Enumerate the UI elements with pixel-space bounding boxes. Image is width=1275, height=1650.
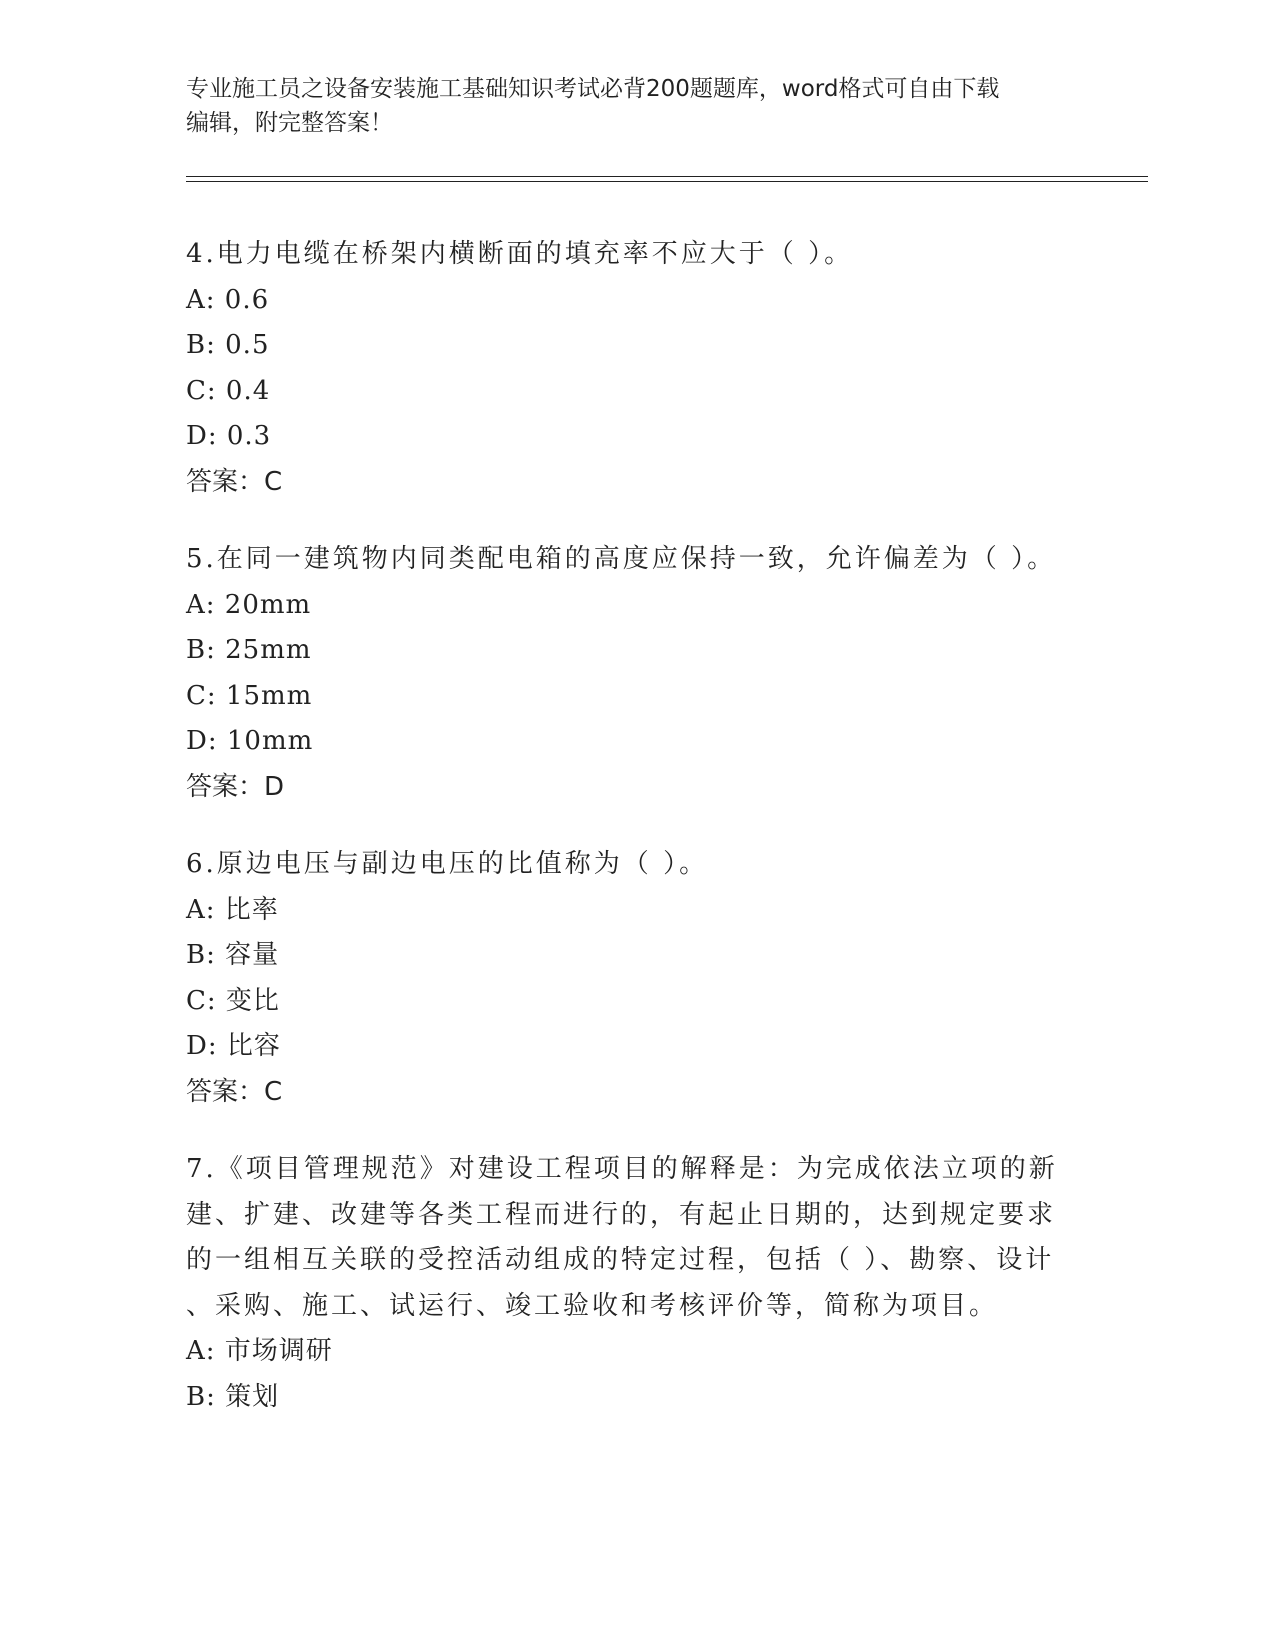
question-stem [186, 1147, 1086, 1329]
question-list [186, 232, 1086, 1452]
question-4 [186, 232, 1086, 505]
question-stem [186, 232, 1086, 278]
question-5 [186, 537, 1086, 810]
question-stem-line: 建、扩建、改建等各类工程而进行的，有起止日期的，达到规定要求 [186, 1199, 1057, 1230]
question-stem-line: 的一组相互关联的受控活动组成的特定过程，包括（ ）、勘察、设计 [186, 1245, 1055, 1275]
option-a: A: 0.6 [186, 284, 270, 315]
question-stem-line: 4.电力电缆在桥架内横断面的填充率不应大于（ ）。 [186, 239, 854, 269]
question-stem-line: 7.《项目管理规范》对建设工程项目的解释是：为完成依法立项的新 [186, 1154, 1058, 1184]
header-line: 编辑，附完整答案！ [186, 110, 393, 136]
answer-line: 答案：C [186, 1076, 283, 1107]
option-a: A: 比率 [186, 894, 279, 925]
question-7 [186, 1147, 1086, 1420]
answer-line: 答案：D [186, 771, 285, 802]
option-b: B: 25mm [186, 635, 312, 665]
option-b: B: 容量 [186, 940, 280, 970]
option-c: C: 15mm [186, 680, 313, 711]
option-c: C: 变比 [186, 985, 280, 1016]
question-stem-line: 、采购、施工、试运行、竣工验收和考核评价等，简称为项目。 [186, 1290, 999, 1321]
document-header [186, 72, 1076, 140]
header-divider [186, 181, 1148, 182]
answer-line: 答案：C [186, 466, 283, 497]
option-c: C: 0.4 [186, 375, 271, 406]
option-d: D: 10mm [186, 726, 314, 756]
option-a: A: 市场调研 [186, 1336, 333, 1366]
header-divider [186, 176, 1148, 177]
question-stem-line: 6.原边电压与副边电压的比值称为（ ）。 [186, 849, 709, 879]
question-stem [186, 537, 1086, 583]
header-line: 专业施工员之设备安装施工基础知识考试必背200题题库，word格式可自由下载 [186, 76, 1000, 102]
question-stem-line: 5.在同一建筑物内同类配电箱的高度应保持一致，允许偏差为（ ）。 [186, 544, 1057, 574]
option-a: A: 20mm [186, 589, 312, 620]
option-d: D: 比容 [186, 1031, 281, 1061]
option-b: B: 策划 [186, 1381, 280, 1412]
option-b: B: 0.5 [186, 330, 270, 360]
question-6 [186, 842, 1086, 1115]
option-d: D: 0.3 [186, 421, 272, 451]
question-stem [186, 842, 1086, 888]
